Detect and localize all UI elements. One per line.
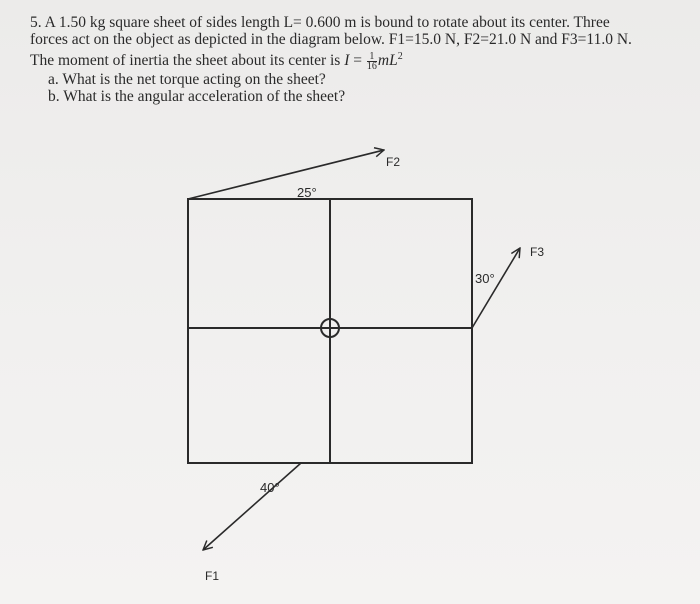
formula-equals: = [349,52,366,70]
formula-denominator: 16 [366,61,377,73]
moment-of-inertia-text: The moment of inertia the sheet about its center is [30,52,341,70]
formula-lhs: I [344,52,350,70]
f2-arrow [188,150,384,199]
angle-25-label: 25° [297,185,317,200]
f3-label: F3 [530,245,545,259]
problem-line-1: 5. A 1.50 kg square sheet of sides length L= 0.600 m is bound to rotate about its center. Three [30,14,610,31]
formula-numerator: 1 [367,52,377,62]
problem-line-2: forces act on the object as depicted in the diagram below. F1=15.0 N, F2=21.0 N and F3=11.0 N. [30,31,632,48]
f1-arrow [203,463,301,550]
question-a: a. What is the net torque acting on the sheet? [48,71,326,89]
angle-40-label: 40° [260,480,280,495]
pivot-icon [320,318,340,338]
formula-exponent: 2 [397,51,403,62]
question-b: b. What is the angular acceleration of the sheet? [48,88,346,106]
angle-30-label: 30° [475,271,495,286]
f1-label: F1 [205,569,220,583]
f3-arrow [472,248,520,328]
f2-label: F2 [386,155,401,169]
formula-rhs: mL [377,52,398,70]
